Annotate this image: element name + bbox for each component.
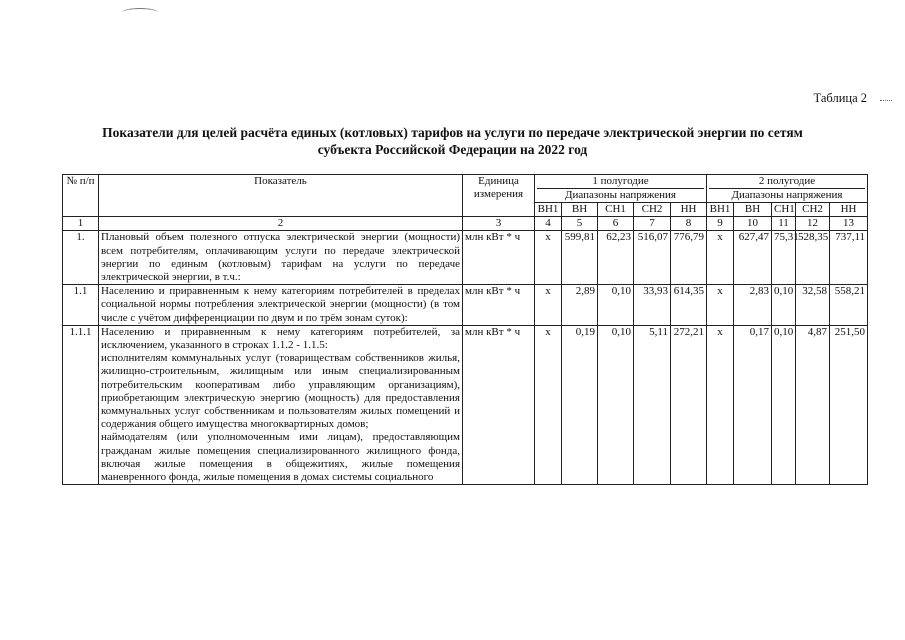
- value-cell: 528,35: [796, 231, 830, 285]
- value-cell: 5,11: [634, 325, 671, 484]
- header-row: [63, 175, 868, 203]
- table-number-label: Таблица 2: [813, 91, 867, 105]
- value-cell: 0,10: [772, 285, 796, 326]
- col-number: 9: [707, 217, 734, 231]
- title-line-2: субъекта Российской Федерации на 2022 год: [317, 142, 588, 157]
- col-number: 1: [63, 217, 99, 231]
- value-cell: 776,79: [671, 231, 707, 285]
- row-indicator-main: Населению и приравненным к нему категориям потребителей, за исключением, указанного в строках 1.1.2 - 1.1.5:: [101, 325, 460, 352]
- value-cell: 614,35: [671, 285, 707, 326]
- header-ranges-1: Диапазоны напряжения: [537, 188, 704, 202]
- document-title: [40, 124, 865, 158]
- table-row: [63, 285, 868, 326]
- level-h1-4: НН: [671, 203, 707, 217]
- header-ranges-2: Диапазоны напряжения: [709, 188, 865, 202]
- header-half-1: [535, 175, 707, 203]
- table-row: [63, 325, 868, 484]
- row-indicator-part: исполнителям коммунальных услуг (товариществам собственников жилья, жилищно-строительным, жилищным или иным специализированным потребительским кооперативам либо управляющим организациям), приобретающим электрическую энергию (мощность) для предоставления коммунальных услуг собственникам и пользователям жилых помещений и содержания общего имущества многоквартирных домов;: [101, 352, 460, 431]
- value-cell: 599,81: [562, 231, 598, 285]
- col-number: 8: [671, 217, 707, 231]
- col-number: 3: [463, 217, 535, 231]
- col-number: 13: [830, 217, 868, 231]
- value-cell: 0,10: [598, 285, 634, 326]
- level-h2-2: СН1: [772, 203, 796, 217]
- indicators-table: [62, 174, 868, 485]
- level-h2-3: СН2: [796, 203, 830, 217]
- value-cell: 558,21: [830, 285, 868, 326]
- value-cell: 4,87: [796, 325, 830, 484]
- value-cell: 32,58: [796, 285, 830, 326]
- level-h2-4: НН: [830, 203, 868, 217]
- value-cell: 75,31: [772, 231, 796, 285]
- header-num: № п/п: [63, 175, 99, 217]
- column-numbers-row: [63, 217, 868, 231]
- value-cell: 272,21: [671, 325, 707, 484]
- row-number: 1.1.1: [63, 325, 99, 484]
- col-number: 10: [734, 217, 772, 231]
- row-indicator-part: наймодателям (или уполномоченным ими лицам), предоставляющим гражданам жилые помещения специализированного жилищного фонда, включая жилые помещения в общежитиях, жилые помещения маневренного фонда, жилые помещения в домах системы социального: [101, 431, 460, 484]
- value-cell: 516,07: [634, 231, 671, 285]
- level-h1-2: СН1: [598, 203, 634, 217]
- value-cell: 0,10: [772, 325, 796, 484]
- value-cell: x: [535, 325, 562, 484]
- row-indicator: Населению и приравненным к нему категориям потребителей в пределах социальной нормы потребления электрической энергии (мощности) (в том числе с учётом дифференциации по двум и по трём зонам суток):: [99, 285, 463, 326]
- col-number: 7: [634, 217, 671, 231]
- value-cell: 627,47: [734, 231, 772, 285]
- level-h1-3: СН2: [634, 203, 671, 217]
- row-unit: млн кВт * ч: [463, 325, 535, 484]
- col-number: 4: [535, 217, 562, 231]
- value-cell: 33,93: [634, 285, 671, 326]
- header-unit: Единица измерения: [463, 175, 535, 217]
- value-cell: 62,23: [598, 231, 634, 285]
- row-indicator: [99, 325, 463, 484]
- row-number: 1.1: [63, 285, 99, 326]
- row-number: 1.: [63, 231, 99, 285]
- level-h2-1: ВН: [734, 203, 772, 217]
- value-cell: 2,83: [734, 285, 772, 326]
- value-cell: x: [707, 285, 734, 326]
- value-cell: 737,11: [830, 231, 868, 285]
- value-cell: x: [707, 231, 734, 285]
- title-line-1: Показатели для целей расчёта единых (котловых) тарифов на услуги по передаче электрической энергии по сетям: [102, 125, 803, 140]
- header-indicator: Показатель: [99, 175, 463, 217]
- header-half-1-label: 1 полугодие: [592, 175, 649, 187]
- col-number: 5: [562, 217, 598, 231]
- level-h1-1: ВН: [562, 203, 598, 217]
- value-cell: 251,50: [830, 325, 868, 484]
- row-unit: млн кВт * ч: [463, 285, 535, 326]
- table-row: [63, 231, 868, 285]
- scan-artifact: [122, 8, 158, 17]
- level-h1-0: ВН1: [535, 203, 562, 217]
- col-number: 2: [99, 217, 463, 231]
- value-cell: x: [707, 325, 734, 484]
- row-indicator: Плановый объем полезного отпуска электрической энергии (мощности) всем потребителям, оплачивающим услуги по передаче электрической энергии по единым (котловым) тарифам на услуги по передаче электрической энергии, в т.ч.:: [99, 231, 463, 285]
- row-unit: млн кВт * ч: [463, 231, 535, 285]
- value-cell: 0,17: [734, 325, 772, 484]
- value-cell: 0,10: [598, 325, 634, 484]
- value-cell: 2,89: [562, 285, 598, 326]
- col-number: 12: [796, 217, 830, 231]
- value-cell: 0,19: [562, 325, 598, 484]
- col-number: 6: [598, 217, 634, 231]
- level-h2-0: ВН1: [707, 203, 734, 217]
- col-number: 11: [772, 217, 796, 231]
- header-half-2: [707, 175, 868, 203]
- value-cell: x: [535, 231, 562, 285]
- value-cell: x: [535, 285, 562, 326]
- header-half-2-label: 2 полугодие: [758, 175, 816, 187]
